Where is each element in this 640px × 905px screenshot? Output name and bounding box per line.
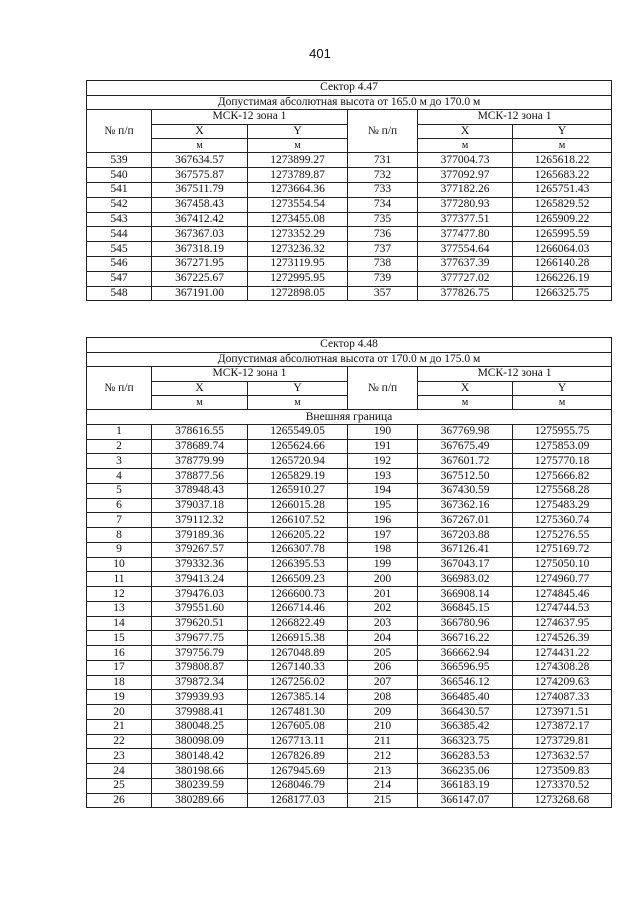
y-coordinate: 1275853.09 xyxy=(513,439,612,454)
point-number: 7 xyxy=(87,513,152,528)
table-row xyxy=(87,764,612,779)
point-number: 213 xyxy=(348,764,418,779)
point-number: 737 xyxy=(348,242,418,257)
sector-title: Сектор 4.48 xyxy=(87,338,612,353)
table-row xyxy=(87,286,612,301)
y-coordinate: 1266600.73 xyxy=(248,587,348,602)
point-number: 201 xyxy=(348,587,418,602)
x-coordinate: 379756.79 xyxy=(152,646,248,661)
x-coordinate: 366485.40 xyxy=(418,690,513,705)
y-coordinate: 1273119.95 xyxy=(248,256,348,271)
x-coordinate: 366716.22 xyxy=(418,631,513,646)
table-row xyxy=(87,227,612,242)
point-number: 205 xyxy=(348,646,418,661)
x-coordinate: 378877.56 xyxy=(152,469,248,484)
x-coordinate: 366908.14 xyxy=(418,587,513,602)
y-coordinate: 1266205.22 xyxy=(248,528,348,543)
y-coordinate: 1267605.08 xyxy=(248,719,348,734)
zone-header-right: МСК-12 зона 1 xyxy=(418,367,612,382)
y-coordinate: 1272995.95 xyxy=(248,271,348,286)
x-coordinate: 379872.34 xyxy=(152,675,248,690)
point-number: 542 xyxy=(87,197,152,212)
y-coordinate: 1275666.82 xyxy=(513,469,612,484)
unit-cell: м xyxy=(418,396,513,410)
table-row xyxy=(87,242,612,257)
table-row xyxy=(87,734,612,749)
point-number: 543 xyxy=(87,212,152,227)
point-number: 20 xyxy=(87,705,152,720)
point-number: 204 xyxy=(348,631,418,646)
y-coordinate: 1267826.89 xyxy=(248,749,348,764)
x-coordinate: 366235.06 xyxy=(418,764,513,779)
point-number: 733 xyxy=(348,182,418,197)
point-number: 540 xyxy=(87,168,152,183)
y-coordinate: 1266822.49 xyxy=(248,616,348,631)
y-header: Y xyxy=(513,124,612,139)
num-header-right: № п/п xyxy=(348,110,418,153)
y-coordinate: 1273236.32 xyxy=(248,242,348,257)
x-coordinate: 377477.80 xyxy=(418,227,513,242)
x-coordinate: 366283.53 xyxy=(418,749,513,764)
y-coordinate: 1273352.29 xyxy=(248,227,348,242)
point-number: 198 xyxy=(348,542,418,557)
y-coordinate: 1273509.83 xyxy=(513,764,612,779)
y-coordinate: 1267256.02 xyxy=(248,675,348,690)
table-body xyxy=(87,424,612,808)
table-row xyxy=(87,601,612,616)
table-row xyxy=(87,793,612,808)
point-number: 207 xyxy=(348,675,418,690)
sector-table-4-48 xyxy=(86,337,612,808)
x-header: X xyxy=(152,381,248,396)
point-number: 14 xyxy=(87,616,152,631)
x-coordinate: 366596.95 xyxy=(418,660,513,675)
x-coordinate: 367267.01 xyxy=(418,513,513,528)
point-number: 6 xyxy=(87,498,152,513)
x-coordinate: 366780.96 xyxy=(418,616,513,631)
point-number: 4 xyxy=(87,469,152,484)
point-number: 25 xyxy=(87,778,152,793)
y-coordinate: 1267048.89 xyxy=(248,646,348,661)
y-coordinate: 1274526.39 xyxy=(513,631,612,646)
point-number: 9 xyxy=(87,542,152,557)
unit-cell: м xyxy=(152,396,248,410)
table-row xyxy=(87,660,612,675)
x-coordinate: 367191.00 xyxy=(152,286,248,301)
table-row xyxy=(87,483,612,498)
point-number: 206 xyxy=(348,660,418,675)
point-number: 357 xyxy=(348,286,418,301)
x-coordinate: 379988.41 xyxy=(152,705,248,720)
height-range: Допустимая абсолютная высота от 170.0 м до 175.0 м xyxy=(87,352,612,367)
y-coordinate: 1274637.95 xyxy=(513,616,612,631)
x-coordinate: 378689.74 xyxy=(152,439,248,454)
table-row xyxy=(87,749,612,764)
point-number: 210 xyxy=(348,719,418,734)
point-number: 191 xyxy=(348,439,418,454)
y-header: Y xyxy=(513,381,612,396)
point-number: 21 xyxy=(87,719,152,734)
point-number: 539 xyxy=(87,153,152,168)
y-coordinate: 1266509.23 xyxy=(248,572,348,587)
point-number: 17 xyxy=(87,660,152,675)
point-number: 736 xyxy=(348,227,418,242)
y-coordinate: 1267385.14 xyxy=(248,690,348,705)
y-coordinate: 1265720.94 xyxy=(248,454,348,469)
y-header: Y xyxy=(248,381,348,396)
y-coordinate: 1273554.54 xyxy=(248,197,348,212)
y-coordinate: 1268046.79 xyxy=(248,778,348,793)
y-coordinate: 1266015.28 xyxy=(248,498,348,513)
table-row xyxy=(87,197,612,212)
x-coordinate: 379112.32 xyxy=(152,513,248,528)
y-coordinate: 1265910.27 xyxy=(248,483,348,498)
table-row xyxy=(87,528,612,543)
unit-cell: м xyxy=(513,139,612,153)
point-number: 194 xyxy=(348,483,418,498)
table-row xyxy=(87,271,612,286)
point-number: 192 xyxy=(348,454,418,469)
point-number: 544 xyxy=(87,227,152,242)
x-coordinate: 367675.49 xyxy=(418,439,513,454)
point-number: 8 xyxy=(87,528,152,543)
x-header: X xyxy=(418,124,513,139)
y-coordinate: 1273872.17 xyxy=(513,719,612,734)
y-coordinate: 1275276.55 xyxy=(513,528,612,543)
y-coordinate: 1265618.22 xyxy=(513,153,612,168)
table-row xyxy=(87,587,612,602)
point-number: 735 xyxy=(348,212,418,227)
y-coordinate: 1267481.30 xyxy=(248,705,348,720)
x-coordinate: 366323.75 xyxy=(418,734,513,749)
table-row xyxy=(87,439,612,454)
x-coordinate: 379189.36 xyxy=(152,528,248,543)
section-label: Внешняя граница xyxy=(87,410,612,425)
x-coordinate: 378948.43 xyxy=(152,483,248,498)
y-coordinate: 1275050.10 xyxy=(513,557,612,572)
table-row xyxy=(87,168,612,183)
x-coordinate: 377092.97 xyxy=(418,168,513,183)
x-coordinate: 377637.39 xyxy=(418,256,513,271)
x-coordinate: 380289.66 xyxy=(152,793,248,808)
unit-cell: м xyxy=(248,139,348,153)
x-coordinate: 379939.93 xyxy=(152,690,248,705)
x-coordinate: 379808.87 xyxy=(152,660,248,675)
point-number: 545 xyxy=(87,242,152,257)
x-coordinate: 366845.15 xyxy=(418,601,513,616)
table-row xyxy=(87,557,612,572)
y-coordinate: 1275483.29 xyxy=(513,498,612,513)
x-coordinate: 377004.73 xyxy=(418,153,513,168)
sector-title: Сектор 4.47 xyxy=(87,81,612,96)
point-number: 11 xyxy=(87,572,152,587)
zone-header-right: МСК-12 зона 1 xyxy=(418,110,612,125)
x-coordinate: 366147.07 xyxy=(418,793,513,808)
x-coordinate: 379413.24 xyxy=(152,572,248,587)
y-coordinate: 1275568.28 xyxy=(513,483,612,498)
y-coordinate: 1266226.19 xyxy=(513,271,612,286)
y-coordinate: 1265624.66 xyxy=(248,439,348,454)
point-number: 19 xyxy=(87,690,152,705)
x-coordinate: 380148.42 xyxy=(152,749,248,764)
y-coordinate: 1274308.28 xyxy=(513,660,612,675)
y-coordinate: 1266714.46 xyxy=(248,601,348,616)
point-number: 197 xyxy=(348,528,418,543)
table-row xyxy=(87,572,612,587)
y-coordinate: 1265829.19 xyxy=(248,469,348,484)
x-coordinate: 366183.19 xyxy=(418,778,513,793)
x-coordinate: 367043.17 xyxy=(418,557,513,572)
x-coordinate: 380048.25 xyxy=(152,719,248,734)
point-number: 547 xyxy=(87,271,152,286)
y-coordinate: 1266915.38 xyxy=(248,631,348,646)
unit-cell: м xyxy=(418,139,513,153)
x-coordinate: 379476.03 xyxy=(152,587,248,602)
x-coordinate: 367225.67 xyxy=(152,271,248,286)
y-coordinate: 1265829.52 xyxy=(513,197,612,212)
x-coordinate: 378779.99 xyxy=(152,454,248,469)
x-coordinate: 379267.57 xyxy=(152,542,248,557)
num-header-left: № п/п xyxy=(87,367,152,410)
x-coordinate: 366430.57 xyxy=(418,705,513,720)
x-coordinate: 366385.42 xyxy=(418,719,513,734)
unit-cell: м xyxy=(513,396,612,410)
table-row xyxy=(87,778,612,793)
y-coordinate: 1274960.77 xyxy=(513,572,612,587)
x-coordinate: 379620.51 xyxy=(152,616,248,631)
table-row xyxy=(87,153,612,168)
x-coordinate: 367203.88 xyxy=(418,528,513,543)
point-number: 211 xyxy=(348,734,418,749)
table-row xyxy=(87,469,612,484)
table-row xyxy=(87,705,612,720)
y-coordinate: 1266307.78 xyxy=(248,542,348,557)
y-coordinate: 1266325.75 xyxy=(513,286,612,301)
y-coordinate: 1273729.81 xyxy=(513,734,612,749)
point-number: 13 xyxy=(87,601,152,616)
y-coordinate: 1265995.59 xyxy=(513,227,612,242)
point-number: 209 xyxy=(348,705,418,720)
y-coordinate: 1268177.03 xyxy=(248,793,348,808)
zone-header-left: МСК-12 зона 1 xyxy=(152,110,348,125)
table-row xyxy=(87,631,612,646)
x-coordinate: 367362.16 xyxy=(418,498,513,513)
x-coordinate: 366662.94 xyxy=(418,646,513,661)
num-header-left: № п/п xyxy=(87,110,152,153)
x-header: X xyxy=(418,381,513,396)
point-number: 731 xyxy=(348,153,418,168)
y-coordinate: 1266107.52 xyxy=(248,513,348,528)
unit-cell: м xyxy=(248,396,348,410)
point-number: 541 xyxy=(87,182,152,197)
point-number: 215 xyxy=(348,793,418,808)
y-coordinate: 1275169.72 xyxy=(513,542,612,557)
point-number: 734 xyxy=(348,197,418,212)
y-coordinate: 1266140.28 xyxy=(513,256,612,271)
y-coordinate: 1273789.87 xyxy=(248,168,348,183)
table-row xyxy=(87,212,612,227)
y-coordinate: 1274209.63 xyxy=(513,675,612,690)
x-coordinate: 377826.75 xyxy=(418,286,513,301)
point-number: 190 xyxy=(348,424,418,439)
y-coordinate: 1265909.22 xyxy=(513,212,612,227)
num-header-right: № п/п xyxy=(348,367,418,410)
point-number: 15 xyxy=(87,631,152,646)
point-number: 202 xyxy=(348,601,418,616)
y-coordinate: 1274744.53 xyxy=(513,601,612,616)
point-number: 214 xyxy=(348,778,418,793)
x-coordinate: 367412.42 xyxy=(152,212,248,227)
point-number: 26 xyxy=(87,793,152,808)
point-number: 2 xyxy=(87,439,152,454)
table-row xyxy=(87,542,612,557)
point-number: 546 xyxy=(87,256,152,271)
point-number: 24 xyxy=(87,764,152,779)
y-coordinate: 1273455.08 xyxy=(248,212,348,227)
x-coordinate: 366983.02 xyxy=(418,572,513,587)
point-number: 18 xyxy=(87,675,152,690)
point-number: 732 xyxy=(348,168,418,183)
y-coordinate: 1273632.57 xyxy=(513,749,612,764)
point-number: 12 xyxy=(87,587,152,602)
y-coordinate: 1266395.53 xyxy=(248,557,348,572)
x-coordinate: 367367.03 xyxy=(152,227,248,242)
x-coordinate: 380098.09 xyxy=(152,734,248,749)
unit-cell: м xyxy=(152,139,248,153)
point-number: 739 xyxy=(348,271,418,286)
x-coordinate: 367271.95 xyxy=(152,256,248,271)
table-row xyxy=(87,498,612,513)
page-number: 401 xyxy=(309,46,331,61)
y-coordinate: 1273268.68 xyxy=(513,793,612,808)
x-coordinate: 367634.57 xyxy=(152,153,248,168)
y-coordinate: 1274087.33 xyxy=(513,690,612,705)
point-number: 199 xyxy=(348,557,418,572)
point-number: 200 xyxy=(348,572,418,587)
x-coordinate: 366546.12 xyxy=(418,675,513,690)
point-number: 1 xyxy=(87,424,152,439)
x-coordinate: 367318.19 xyxy=(152,242,248,257)
table-row xyxy=(87,454,612,469)
table-row xyxy=(87,675,612,690)
x-coordinate: 377554.64 xyxy=(418,242,513,257)
y-coordinate: 1267713.11 xyxy=(248,734,348,749)
table-row xyxy=(87,646,612,661)
x-coordinate: 367511.79 xyxy=(152,182,248,197)
sector-table-4-47 xyxy=(86,80,612,301)
point-number: 203 xyxy=(348,616,418,631)
y-coordinate: 1265751.43 xyxy=(513,182,612,197)
y-coordinate: 1273899.27 xyxy=(248,153,348,168)
table-row xyxy=(87,513,612,528)
table-row xyxy=(87,182,612,197)
y-coordinate: 1275770.18 xyxy=(513,454,612,469)
y-coordinate: 1265683.22 xyxy=(513,168,612,183)
x-coordinate: 380239.59 xyxy=(152,778,248,793)
y-coordinate: 1274845.46 xyxy=(513,587,612,602)
table-row xyxy=(87,616,612,631)
table-row xyxy=(87,424,612,439)
x-coordinate: 379551.60 xyxy=(152,601,248,616)
y-coordinate: 1273664.36 xyxy=(248,182,348,197)
zone-header-left: МСК-12 зона 1 xyxy=(152,367,348,382)
x-coordinate: 367512.50 xyxy=(418,469,513,484)
point-number: 193 xyxy=(348,469,418,484)
x-coordinate: 367126.41 xyxy=(418,542,513,557)
y-coordinate: 1275955.75 xyxy=(513,424,612,439)
x-coordinate: 379332.36 xyxy=(152,557,248,572)
x-coordinate: 378616.55 xyxy=(152,424,248,439)
y-coordinate: 1275360.74 xyxy=(513,513,612,528)
x-coordinate: 379677.75 xyxy=(152,631,248,646)
y-coordinate: 1272898.05 xyxy=(248,286,348,301)
point-number: 5 xyxy=(87,483,152,498)
x-coordinate: 377280.93 xyxy=(418,197,513,212)
point-number: 10 xyxy=(87,557,152,572)
point-number: 548 xyxy=(87,286,152,301)
point-number: 212 xyxy=(348,749,418,764)
point-number: 208 xyxy=(348,690,418,705)
y-coordinate: 1273971.51 xyxy=(513,705,612,720)
x-coordinate: 377727.02 xyxy=(418,271,513,286)
point-number: 196 xyxy=(348,513,418,528)
x-coordinate: 380198.66 xyxy=(152,764,248,779)
x-header: X xyxy=(152,124,248,139)
table-row xyxy=(87,690,612,705)
y-coordinate: 1265549.05 xyxy=(248,424,348,439)
point-number: 22 xyxy=(87,734,152,749)
point-number: 16 xyxy=(87,646,152,661)
point-number: 3 xyxy=(87,454,152,469)
x-coordinate: 367458.43 xyxy=(152,197,248,212)
height-range: Допустимая абсолютная высота от 165.0 м до 170.0 м xyxy=(87,95,612,110)
y-coordinate: 1267945.69 xyxy=(248,764,348,779)
x-coordinate: 367430.59 xyxy=(418,483,513,498)
x-coordinate: 379037.18 xyxy=(152,498,248,513)
point-number: 23 xyxy=(87,749,152,764)
table-row xyxy=(87,256,612,271)
x-coordinate: 367769.98 xyxy=(418,424,513,439)
y-coordinate: 1274431.22 xyxy=(513,646,612,661)
y-coordinate: 1273370.52 xyxy=(513,778,612,793)
x-coordinate: 367601.72 xyxy=(418,454,513,469)
point-number: 738 xyxy=(348,256,418,271)
x-coordinate: 367575.87 xyxy=(152,168,248,183)
table-row xyxy=(87,719,612,734)
x-coordinate: 377377.51 xyxy=(418,212,513,227)
point-number: 195 xyxy=(348,498,418,513)
x-coordinate: 377182.26 xyxy=(418,182,513,197)
y-coordinate: 1266064.03 xyxy=(513,242,612,257)
table-body xyxy=(87,153,612,301)
y-header: Y xyxy=(248,124,348,139)
y-coordinate: 1267140.33 xyxy=(248,660,348,675)
